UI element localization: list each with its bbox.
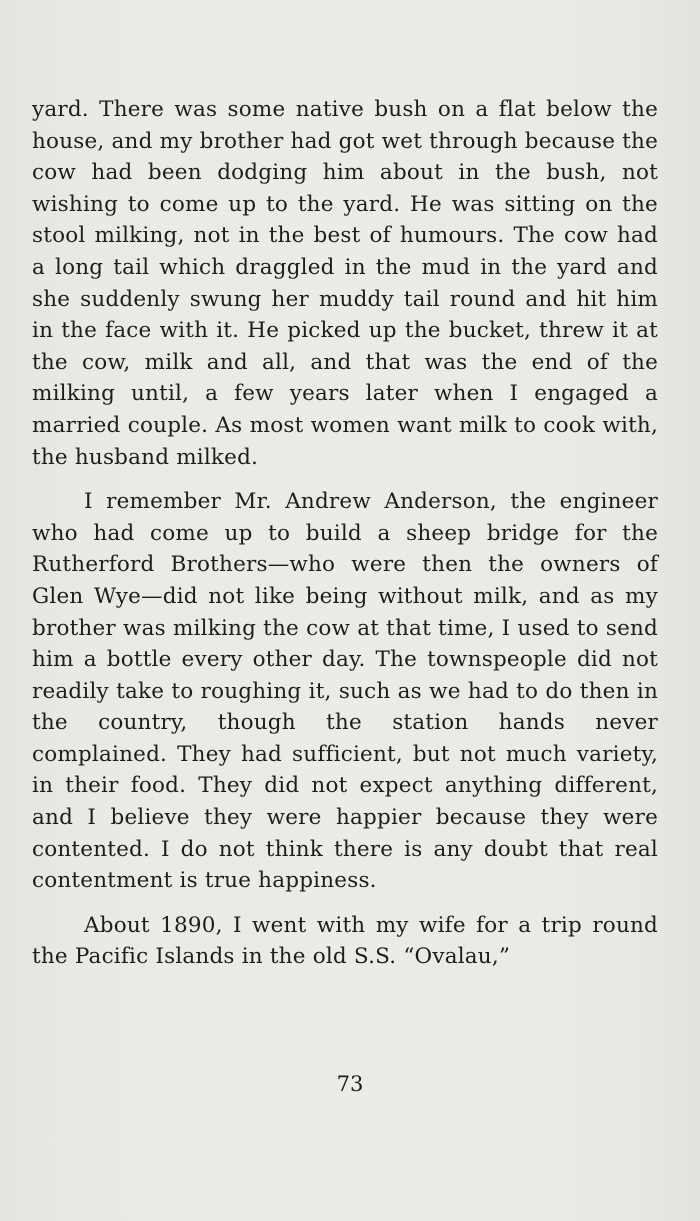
paragraph-1: yard. There was some native bush on a flat below the house, and my brother had got wet through because the cow had been dodging him about in the bush, not wishing to come up to the yard. He was sitting on the stool milking, not in the best of humours. The cow had a long tail which draggled in the mud in the yard and she suddenly swung her muddy tail round and hit him in the face with it. He picked up the bucket, threw it at the cow, milk and all, and that was the end of the milking until, a few years later when I engaged a married couple. As most women want milk to cook with, the husband milked. <box>32 97 658 470</box>
page-number: 73 <box>336 1072 364 1096</box>
body-text <box>32 94 658 973</box>
paragraph-3: About 1890, I went with my wife for a trip round the Pacific Islands in the old S.S. “Ovalau,” <box>32 912 658 970</box>
paragraph-2: I remember Mr. Andrew Anderson, the engineer who had come up to build a sheep bridge for the Rutherford Brothers—who were then the owners of Glen Wye—did not like being without milk, and as my brother was milking the cow at that time, I used to send him a bottle every other day. The townspeople did not readily take to roughing it, such as we had to do then in the country, though the station hands never complained. They had sufficient, but not much variety, in their food. They did not expect anything different, and I believe they were happier because they were contented. I do not think there is any doubt that real contentment is true happiness. <box>32 489 658 894</box>
